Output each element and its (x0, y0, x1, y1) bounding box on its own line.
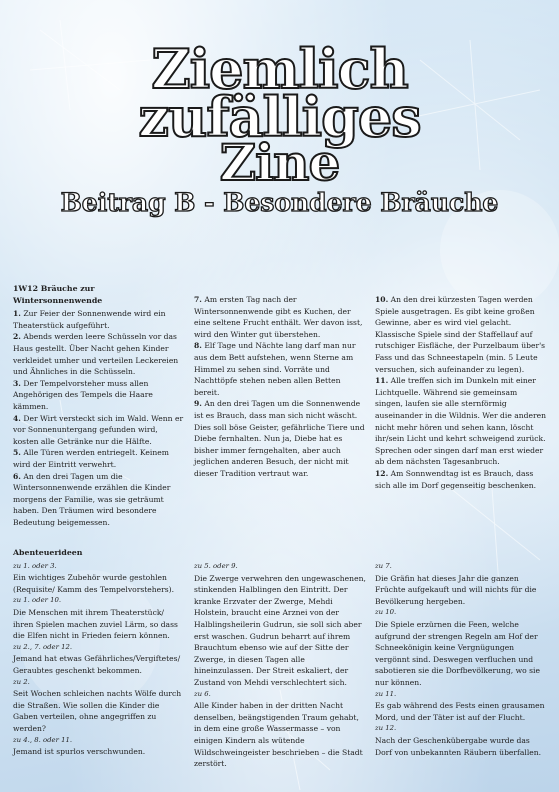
abenteuer-column-1 (13, 547, 185, 758)
braeuche-column-2 (194, 294, 366, 480)
reference-label: zu 1. oder 3. (13, 561, 57, 570)
zine-title-line-2: zufälliges (138, 85, 421, 149)
adventure-idea: Seit Wochen schleichen nachts Wölfe durch die Straßen. Wie sollen die Kinder die Gaben verteilen, ohne angegriffen zu werden? (13, 689, 182, 733)
brauch-item: 9. An den drei Tagen um die Sonnenwende ist es Brauch, dass man sich nicht wäscht. Dies soll böse Geister, gefährliche Tiere und Diebe fernhalten. Nun ja, Diebe hat es bisher immer ferngehalten, aber auch jeglichen anderen Besuch, der nicht mit dieser Tradition vertraut war. (194, 399, 365, 478)
reference-label: zu 12. (375, 724, 397, 733)
zine-subtitle: Beitrag B - Besondere Bräuche (60, 188, 499, 217)
abenteuer-column-3 (375, 561, 547, 758)
abenteuer-heading: Abenteuerideen (13, 548, 83, 557)
reference-label: zu 6. (194, 689, 211, 698)
adventure-idea: Die Spiele erzürnen die Feen, welche aufgrund der strengen Regeln am Hof der Schneekönigin keine Vergnügungen vergönnt sind. Deswegen verfluchen und sabotieren sie die Dorfbevölkerung, wo sie nur können. (375, 619, 540, 687)
reference-label: zu 11. (375, 689, 397, 698)
adventure-idea: Es gab während des Fests einen grausamen Mord, und der Täter ist auf der Flucht. (375, 701, 545, 722)
brauch-item: 1. Zur Feier der Sonnenwende wird ein Theaterstück aufgeführt. (13, 309, 166, 330)
brauch-item: 6. An den drei Tagen um die Wintersonnenwende erzählen die Kinder morgens der Familie, was sie geträumt haben. Den Träumen wird besondere Bedeutung beigemessen. (13, 471, 171, 527)
adventure-idea: Ein wichtiges Zubehör wurde gestohlen (Requisite/ Kamm des Tempelvorstehers). (13, 573, 175, 594)
adventure-idea: Die Gräfin hat dieses Jahr die ganzen Früchte aufgekauft und will nichts für die Bevölkerung hergeben. (375, 573, 537, 606)
reference-label: zu 7. (375, 562, 392, 570)
zine-title-line-3: Zine (219, 133, 340, 192)
brauch-item: 12. Am Sonnwendtag ist es Brauch, dass sich alle im Dorf gegenseitig beschenken. (375, 468, 537, 490)
adventure-idea: Alle Kinder haben in der dritten Nacht denselben, beängstigenden Traum gehabt, in dem eine große Wassermasse – von einigen Kindern als wütende Wildschweingeister beschrieben – die Stadt zerstört. (194, 701, 363, 769)
adventure-idea: Die Zwerge verwehren den ungewaschenen, stinkenden Halblingen den Eintritt. Der kranke Erzvater der Zwerge, Mehdi Holstein, braucht eine Arznei von der Halblingsheilerin Gudrun, sie soll sich aber erst waschen. Gudrun beharrt auf ihrem Brauchtum ebenso wie auf der Sitte der Zwerge, in diesen Tagen alle hineinzulassen. Der Streit eskaliert, der Zustand von Mehdi verschlechtert sich. (194, 573, 366, 687)
brauch-item: 4. Der Wirt versteckt sich im Wald. Wenn er vor Sonnenuntergang gefunden wird, kosten alle Getränke nur die Hälfte. (13, 413, 184, 446)
adventure-idea: Nach der Geschenkübergabe wurde das Dorf von unbekannten Räubern überfallen. (375, 735, 542, 757)
adventure-idea: Jemand hat etwas Gefährliches/Vergiftetes/ Geraubtes geschenkt bekommen. (13, 654, 181, 675)
reference-label: zu 10. (375, 608, 397, 617)
adventure-idea: Jemand ist spurlos verschwunden. (13, 747, 146, 757)
brauch-item: 8. Elf Tage und Nächte lang darf man nur aus dem Bett aufstehen, wenn Sterne am Himmel zu sehen sind. Vorräte und Nachttöpfe stehen neben allen Betten bereit. (194, 341, 356, 397)
abenteuer-column-2 (194, 561, 366, 770)
brauch-item: 7. Am ersten Tag nach der Wintersonnenwende gibt es Kuchen, der eine seltene Frucht enthält. Wer davon isst, wird den Winter gut überstehen. (194, 295, 363, 339)
braeuche-column-3 (375, 294, 547, 491)
brauch-item: 10. An den drei kürzesten Tagen werden Spiele ausgetragen. Es gibt keine großen Gewinne, aber es wird viel gelacht. Klassische Spiele sind der Staffellauf auf rutschiger Eisfläche, der Purzelbaum über's Fass und das Schneestapeln (min. 5 Leute versuchen, sich aufeinander zu legen). (375, 295, 546, 374)
brauch-item: 3. Der Tempelvorsteher muss allen Angehörigen des Tempels die Haare kämmen. (13, 378, 153, 411)
reference-label: zu 4., 8. oder 11. (13, 735, 73, 744)
reference-label: zu 1. oder 10. (13, 596, 62, 605)
reference-label: zu 2. (13, 677, 30, 686)
brauch-item: 5. Alle Türen werden entriegelt. Keinem wird der Eintritt verwehrt. (13, 448, 169, 469)
reference-label: zu 2., 7. oder 12. (13, 642, 73, 651)
zine-title-line-1: Ziemlich (151, 37, 408, 101)
brauch-item: 11. Alle treffen sich im Dunkeln mit einer Lichtquelle. Während sie gemeinsam singen, laufen sie alle sternförmig auseinander in die Wildnis. Wer die anderen nicht mehr hören und sehen kann, löscht ihr/sein Licht und kehrt schweigend zurück. Sprechen oder singen darf man erst wieder ab dem nächsten Tagesanbruch. (375, 376, 547, 467)
adventure-idea: Die Menschen mit ihrem Theaterstück/ ihren Spielen machen zuviel Lärm, so dass die Elfen nicht in Frieden feiern können. (13, 607, 178, 641)
reference-label: zu 5. oder 9. (194, 562, 238, 570)
braeuche-heading: 1W12 Bräuche zur Wintersonnenwende (13, 284, 103, 305)
braeuche-column-1 (13, 283, 185, 528)
brauch-item: 2. Abends werden leere Schüsseln vor das Haus gestellt. Über Nacht gehen Kinder verkleidet umher und verteilen Leckereien und Ähnliches in die Schüsseln. (13, 332, 179, 377)
